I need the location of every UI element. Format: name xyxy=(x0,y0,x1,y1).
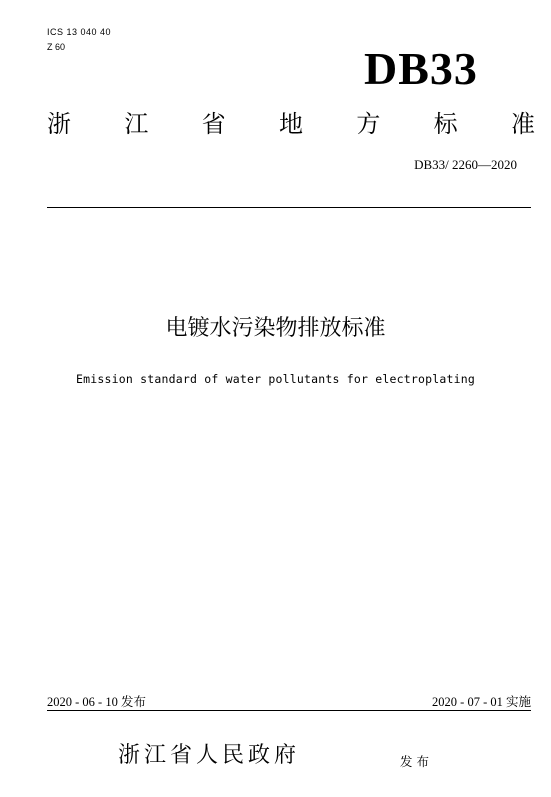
document-title: 电镀水污染物排放标准 xyxy=(165,316,386,341)
ics-code: ICS 13 040 40 xyxy=(47,27,112,37)
issuing-authority: 浙江省人民政府 xyxy=(118,743,301,768)
category-char: 准 xyxy=(510,110,535,138)
standard-category xyxy=(47,112,535,136)
ccs-code: Z 60 xyxy=(47,42,66,52)
implementation-date: 2020 - 07 - 01 实施 xyxy=(432,695,531,709)
category-char: 地 xyxy=(278,110,303,138)
document-title-english: Emission standard of water pollutants for electroplating xyxy=(76,372,475,386)
category-char: 标 xyxy=(433,110,458,138)
category-char: 浙 xyxy=(47,110,71,138)
issue-date: 2020 - 06 - 10 发布 xyxy=(47,695,146,709)
category-char: 省 xyxy=(201,110,226,138)
category-char: 江 xyxy=(124,110,149,138)
category-char: 方 xyxy=(356,110,381,138)
header-divider xyxy=(47,207,531,208)
footer-divider xyxy=(47,710,531,711)
publish-label: 发布 xyxy=(400,754,434,769)
standard-logo: DB33 xyxy=(364,43,478,94)
standard-number: DB33/ 2260—2020 xyxy=(414,157,517,172)
